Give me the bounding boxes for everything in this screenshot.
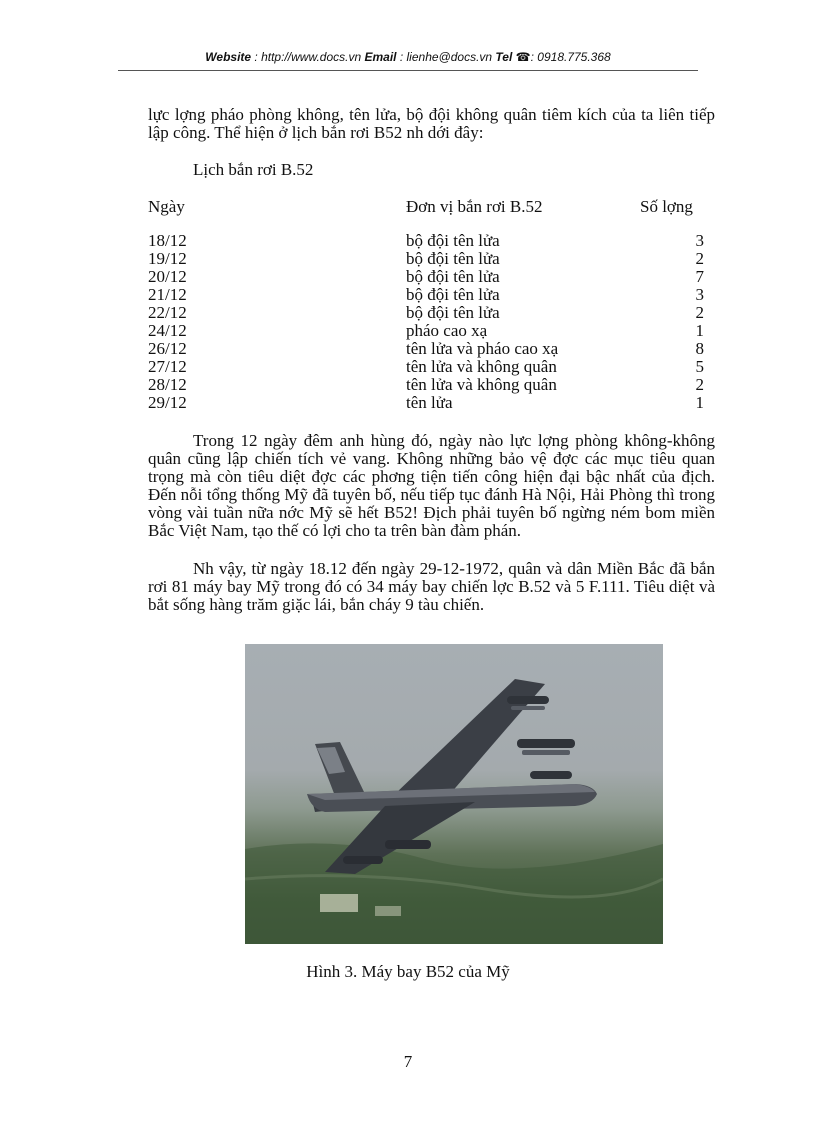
- row-unit: pháo cao xạ: [406, 321, 488, 340]
- tel-label: Tel: [495, 50, 513, 64]
- tel-value: : 0918.775.368: [530, 50, 611, 64]
- row-count: 5: [695, 357, 704, 376]
- row-date: 29/12: [148, 393, 187, 412]
- body-paragraph-3: Nh vậy, từ ngày 18.12 đến ngày 29-12-1972, quân và dân Miền Bắc đã bắn rơi 81 máy bay Mỹ trong đó có 34 máy bay chiến lợc B.52 và 5 F.111. Tiêu diệt và bắt sống hàng trăm giặc lái, bắn cháy 9 tàu chiến.: [148, 559, 715, 614]
- table-row: [148, 232, 708, 250]
- row-date: 22/12: [148, 303, 187, 322]
- row-count: 3: [695, 285, 704, 304]
- row-date: 20/12: [148, 267, 187, 286]
- row-unit: tên lửa và không quân: [406, 357, 557, 376]
- row-date: 27/12: [148, 357, 187, 376]
- table-header-count: Số lợng: [640, 197, 693, 216]
- intro-paragraph: lực lợng pháo phòng không, tên lửa, bộ đội không quân tiêm kích của ta liên tiếp lập công. Thể hiện ở lịch bắn rơi B52 nh dới đây:: [148, 105, 715, 142]
- table-row: [148, 304, 708, 322]
- email-label: Email: [364, 50, 397, 64]
- table-row: [148, 286, 708, 304]
- row-count: 2: [695, 249, 704, 268]
- row-unit: bộ đội tên lửa: [406, 303, 500, 322]
- row-unit: bộ đội tên lửa: [406, 231, 500, 250]
- page-header: [0, 50, 816, 64]
- table-row: [148, 394, 708, 412]
- row-count: 1: [695, 321, 704, 340]
- table-header-unit: Đơn vị bắn rơi B.52: [406, 197, 543, 216]
- row-date: 28/12: [148, 375, 187, 394]
- row-count: 7: [695, 267, 704, 286]
- page-number: 7: [403, 1052, 413, 1071]
- body-paragraph-2: Trong 12 ngày đêm anh hùng đó, ngày nào lực lợng phòng không-không quân cũng lập chiến tích vẻ vang. Không những bảo vệ đợc các mục tiêu quan trọng mà còn tiêu diệt đợc các phơng tiện tiến công hiện đại bậc nhất của địch. Đến nỗi tổng thống Mỹ đã tuyên bố, nếu tiếp tục đánh Hà Nội, Hải Phòng thì trong vòng vài tuần nữa nớc Mỹ sẽ hết B52! Địch phải tuyên bố ngừng ném bom miền Bắc Việt Nam, tạo thế có lợi cho ta trên bàn đàm phán.: [148, 431, 715, 540]
- table-row: [148, 376, 708, 394]
- table-row: [148, 340, 708, 358]
- row-count: 3: [695, 231, 704, 250]
- row-date: 26/12: [148, 339, 187, 358]
- row-date: 21/12: [148, 285, 187, 304]
- website-label: Website: [205, 50, 252, 64]
- b52-aircraft-image: [245, 644, 663, 944]
- b52-photo: [245, 644, 663, 944]
- row-count: 2: [695, 303, 704, 322]
- row-unit: bộ đội tên lửa: [406, 285, 500, 304]
- row-unit: tên lửa và không quân: [406, 375, 557, 394]
- row-unit: bộ đội tên lửa: [406, 267, 500, 286]
- row-date: 18/12: [148, 231, 187, 250]
- website-value: : http://www.docs.vn: [254, 50, 362, 64]
- row-count: 1: [695, 393, 704, 412]
- row-unit: tên lửa và pháo cao xạ: [406, 339, 559, 358]
- schedule-table: [148, 232, 708, 412]
- row-unit: bộ đội tên lửa: [406, 249, 500, 268]
- row-count: 2: [695, 375, 704, 394]
- row-count: 8: [695, 339, 704, 358]
- email-value: : lienhe@docs.vn: [399, 50, 493, 64]
- table-row: [148, 358, 708, 376]
- figure-caption: Hình 3. Máy bay B52 của Mỹ: [306, 962, 510, 981]
- table-header-date: Ngày: [148, 197, 185, 216]
- table-row: [148, 322, 708, 340]
- schedule-caption: Lịch bắn rơi B.52: [193, 160, 314, 179]
- row-date: 24/12: [148, 321, 187, 340]
- row-date: 19/12: [148, 249, 187, 268]
- row-unit: tên lửa: [406, 393, 453, 412]
- table-row: [148, 250, 708, 268]
- header-divider: [118, 70, 698, 71]
- phone-icon: ☎: [515, 50, 531, 64]
- table-row: [148, 268, 708, 286]
